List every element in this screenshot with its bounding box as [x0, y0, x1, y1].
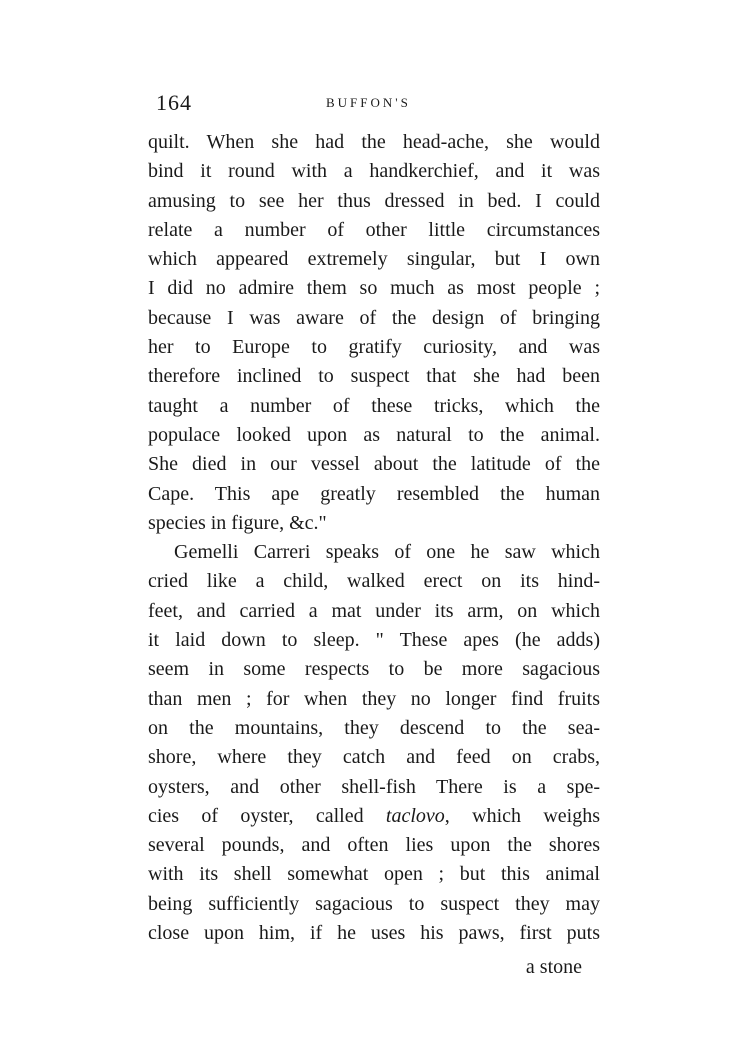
- text-line: quilt. When she had the head-ache, she would: [148, 131, 600, 153]
- text-line: shore, where they catch and feed on crabs,: [148, 746, 600, 769]
- text-line: I did no admire them so much as most people ;: [148, 277, 600, 300]
- body-text: [148, 128, 600, 948]
- text-line: Gemelli Carreri speaks of one he saw which: [174, 541, 600, 564]
- text-line: She died in our vessel about the latitude of the: [148, 453, 600, 476]
- text-line: several pounds, and often lies upon the shores: [148, 834, 600, 857]
- text-line: cried like a child, walked erect on its hind-: [148, 570, 600, 593]
- text-line: Cape. This ape greatly resembled the human: [148, 482, 600, 505]
- running-title: BUFFON'S: [326, 95, 411, 110]
- text-line: because I was aware of the design of bringing: [148, 306, 600, 329]
- text-line: her to Europe to gratify curiosity, and was: [148, 336, 600, 359]
- text-line: species in figure, &c.": [148, 511, 327, 534]
- text-fragment: , which weighs: [444, 804, 600, 827]
- page-number: 164: [156, 90, 192, 115]
- text-line: amusing to see her thus dressed in bed. I could: [148, 189, 600, 212]
- text-line: bind it round with a handkerchief, and it was: [148, 160, 600, 183]
- text-line: populace looked upon as natural to the animal.: [148, 423, 600, 446]
- catchword: a stone: [525, 956, 582, 978]
- text-line: it laid down to sleep. " These apes (he adds): [148, 629, 600, 652]
- text-line: on the mountains, they descend to the sea-: [148, 716, 600, 739]
- text-line: with its shell somewhat open ; but this animal: [148, 863, 600, 886]
- text-line: than men ; for when they no longer find fruits: [148, 687, 600, 710]
- text-line: feet, and carried a mat under its arm, on which: [148, 599, 600, 622]
- running-head: [156, 90, 596, 116]
- italic-term: taclovo: [385, 804, 445, 827]
- text-line: taught a number of these tricks, which the: [148, 394, 600, 417]
- text-line: being sufficiently sagacious to suspect they may: [148, 892, 600, 915]
- text-line: oysters, and other shell-fish There is a spe-: [148, 775, 600, 798]
- text-fragment: cies of oyster, called: [148, 804, 364, 827]
- text-line: which appeared extremely singular, but I own: [148, 248, 600, 271]
- text-line: seem in some respects to be more sagacious: [148, 658, 600, 681]
- text-line: [148, 802, 600, 831]
- text-line: relate a number of other little circumstances: [148, 218, 600, 241]
- text-line: therefore inclined to suspect that she had been: [148, 365, 600, 388]
- text-line: close upon him, if he uses his paws, first puts: [148, 922, 600, 945]
